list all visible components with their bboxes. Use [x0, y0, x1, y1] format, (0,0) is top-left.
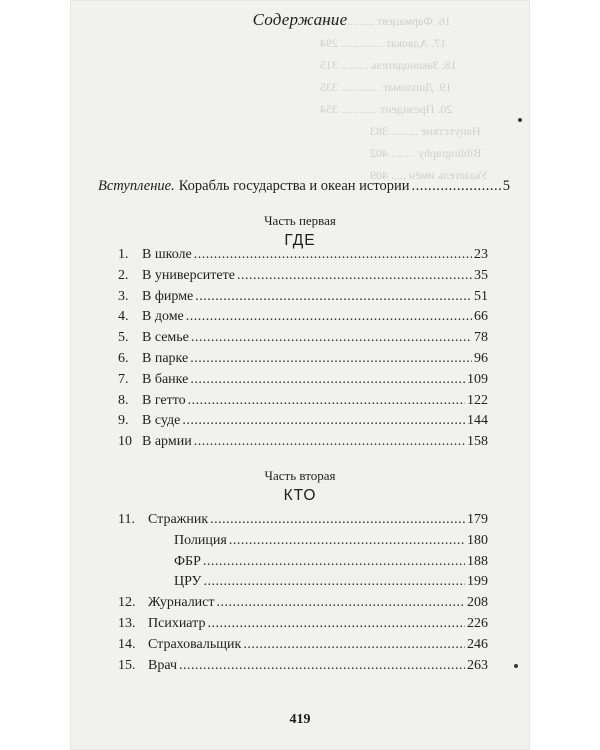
toc-entry[interactable]: 8. В гетто ..... 122	[118, 393, 488, 414]
toc-entry[interactable]: 11. Стражник ..... 179	[118, 512, 488, 533]
book-page	[70, 0, 530, 750]
toc-entry[interactable]: 9. В суде ..... 144	[118, 413, 488, 434]
toc-title: Содержание	[252, 10, 348, 29]
toc-entry[interactable]: 12. Журналист ..... 208	[118, 595, 488, 616]
print-speck	[518, 118, 522, 122]
toc-subentry[interactable]: Полиция ..... 180	[118, 533, 488, 554]
show-through-texture: 16. Фармацевт ........... 282 17. Адвокат .............. 294 18. Законодатель ......... 315 19. Дипломат ............. 335 20. Президент ............ 354 Напутствие ......... 383 Bibliography ........ 402 Указатель имён ..... 409	[320, 14, 488, 182]
part1-list	[118, 247, 488, 455]
toc-entry[interactable]: 7. В банке ..... 109	[118, 372, 488, 393]
intro-page: 5	[502, 178, 510, 194]
leader-dots	[412, 178, 501, 195]
part2-title: КТО	[283, 487, 317, 504]
toc-entry[interactable]: 6. В парке ..... 96	[118, 351, 488, 372]
toc-intro-entry[interactable]	[98, 178, 510, 195]
toc-entry[interactable]: 2. В университете ..... 35	[118, 268, 488, 289]
page-number: 419	[289, 712, 311, 727]
toc-entry[interactable]: 14. Страховальщик ..... 246	[118, 637, 488, 658]
part1-label: Часть первая	[264, 213, 336, 228]
part2-label: Часть вторая	[264, 468, 336, 483]
toc-subentry[interactable]: ФБР ..... 188	[118, 554, 488, 575]
toc-entry[interactable]: 3. В фирме ..... 51	[118, 289, 488, 310]
toc-entry[interactable]: 13. Психиатр ..... 226	[118, 616, 488, 637]
toc-entry[interactable]: 1. В школе ..... 23	[118, 247, 488, 268]
toc-entry[interactable]: 4. В доме ..... 66	[118, 309, 488, 330]
toc-subentry[interactable]: ЦРУ ..... 199	[118, 574, 488, 595]
intro-text: Корабль государства и океан истории	[178, 178, 410, 194]
toc-entry[interactable]: 15. Врач ..... 263	[118, 658, 488, 679]
intro-label: Вступление.	[98, 178, 175, 194]
print-speck	[514, 664, 518, 668]
toc-entry[interactable]: 10 В армии ..... 158	[118, 434, 488, 455]
part2-list	[118, 512, 488, 678]
part1-title: ГДЕ	[284, 232, 316, 249]
toc-entry[interactable]: 5. В семье ..... 78	[118, 330, 488, 351]
